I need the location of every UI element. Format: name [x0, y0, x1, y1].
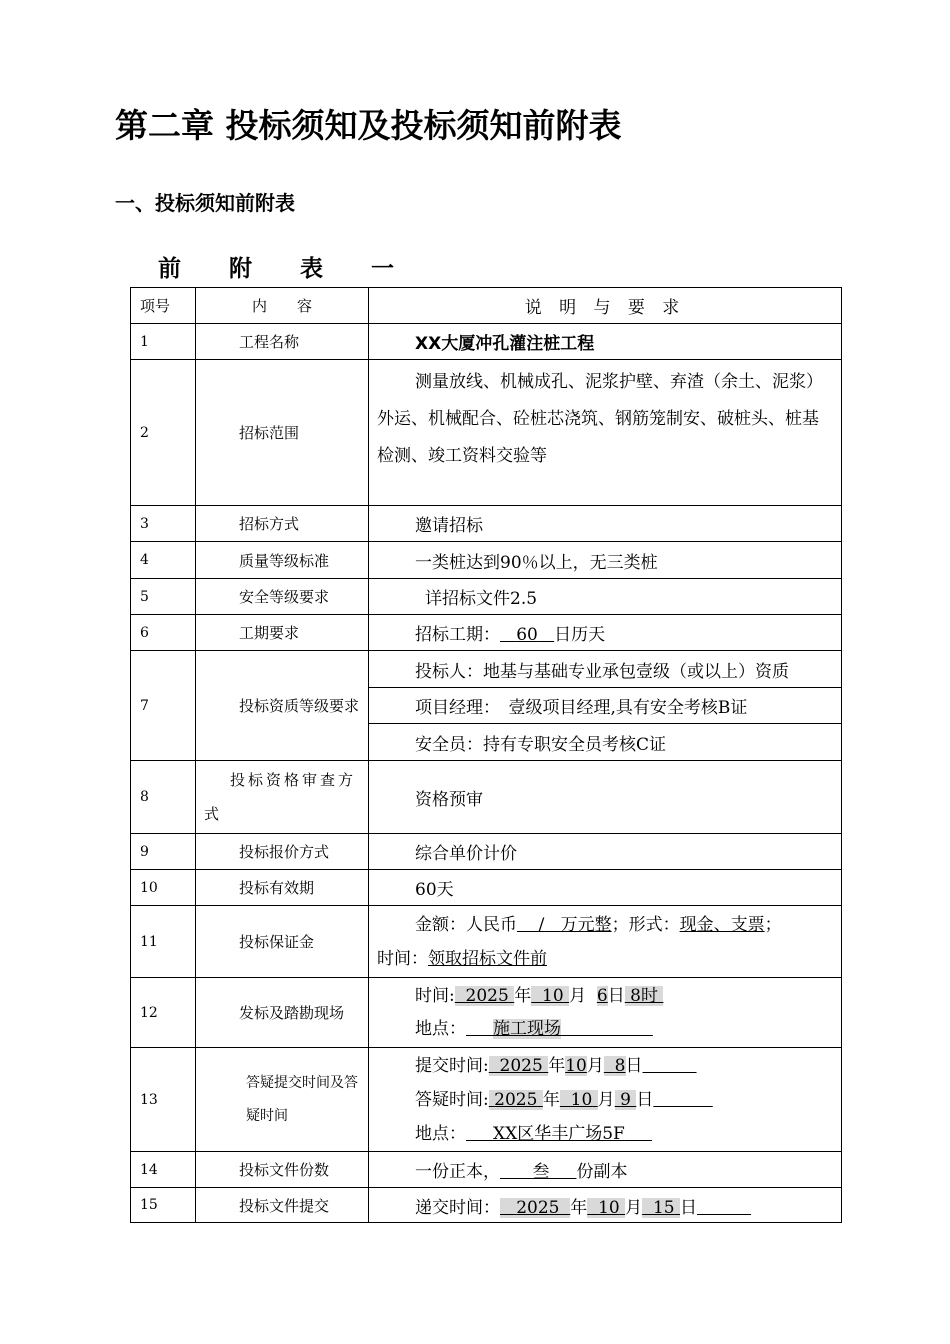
table-row: [131, 506, 842, 542]
row-no: 10: [131, 870, 196, 906]
row-no: 14: [131, 1152, 196, 1188]
table-row: [131, 615, 842, 651]
safety-level-value: 详招标文件2.5: [369, 579, 842, 615]
row-no: 7: [131, 651, 196, 761]
duration-days: 60: [516, 625, 538, 645]
row-label: 质量等级标准: [196, 542, 369, 579]
row-label: 工期要求: [196, 615, 369, 651]
table-row: [131, 1152, 842, 1188]
table-row: [131, 761, 842, 834]
table-row: [131, 542, 842, 579]
quality-value: 一类桩达到90％以上，无三类桩: [369, 542, 842, 579]
table-row: [131, 324, 842, 360]
table-row: [131, 1188, 842, 1223]
bond-time: 领取招标文件前: [428, 948, 547, 969]
table-row: [131, 978, 842, 1048]
row-no: 11: [131, 906, 196, 978]
row-label: 投标资格审查方式: [196, 761, 369, 834]
bid-appendix-table: [130, 287, 842, 1223]
table-row: [131, 834, 842, 870]
pm-qualification: 项目经理： 壹级项目经理,具有安全考核B证: [369, 688, 842, 724]
row-no: 1: [131, 324, 196, 360]
table-row: [131, 651, 842, 688]
row-label: 发标及踏勘现场: [196, 978, 369, 1048]
bond-amount: /: [538, 914, 545, 935]
row-no: 12: [131, 978, 196, 1048]
bond-amount-line: 金额：人民币 / 万元整；形式：现金、支票；: [415, 914, 782, 935]
row-label: 安全等级要求: [196, 579, 369, 615]
scope-text: 测量放线、机械成孔、泥浆护壁、弃渣（余土、泥浆）外运、机械配合、砼桩芯浇筑、钢筋笼制安、破桩头、桩基检测、竣工资料交验等: [377, 372, 823, 466]
chapter-title: 第二章 投标须知及投标须知前附表: [115, 106, 622, 145]
duration-value: [369, 615, 842, 651]
site-visit-place: 地点： 施工现场: [415, 1018, 562, 1039]
row-label: 投标资质等级要求: [196, 651, 369, 761]
scope-value: [369, 360, 842, 506]
validity-value: 60天: [369, 870, 842, 906]
qa-submit-time: 提交时间: 2025 年10月 8日: [415, 1055, 643, 1076]
pricing-method-value: 综合单价计价: [369, 834, 842, 870]
duration-suffix: 日历天: [554, 625, 606, 645]
row-label: 投标报价方式: [196, 834, 369, 870]
copies-count: 叁: [532, 1162, 550, 1182]
bidder-qualification: 投标人：地基与基础专业承包壹级（或以上）资质: [369, 651, 842, 688]
row-no: 4: [131, 542, 196, 579]
row-label: 投标文件提交: [196, 1188, 369, 1223]
row-no: 5: [131, 579, 196, 615]
table-row: [131, 579, 842, 615]
copies-value: 一份正本， 叁 份副本: [369, 1152, 842, 1188]
table-row: [131, 906, 842, 978]
row-label: 招标方式: [196, 506, 369, 542]
table-header-row: [131, 288, 842, 324]
table-row: [131, 360, 842, 506]
submission-value: 递交时间： 2025 年 10 月 15 日: [369, 1188, 842, 1223]
table-row: [131, 870, 842, 906]
duration-prefix: 招标工期：: [415, 625, 500, 645]
row-label: 投标保证金: [196, 906, 369, 978]
table-row: [131, 1048, 842, 1152]
row-label: 工程名称: [196, 324, 369, 360]
site-visit-value: [369, 978, 842, 1048]
header-desc: 说 明 与 要 求: [369, 288, 842, 324]
project-name-value: XX大厦冲孔灌注桩工程: [369, 324, 842, 360]
qa-place: 地点： XX区华丰广场5F: [415, 1123, 625, 1144]
review-method-value: 资格预审: [369, 761, 842, 834]
header-no: 项号: [131, 288, 196, 324]
bond-time-line: 时间：领取招标文件前: [377, 948, 547, 969]
qa-value: [369, 1048, 842, 1152]
header-content: 内 容: [196, 288, 369, 324]
section-heading: 一、投标须知前附表: [115, 191, 295, 215]
table-title: 前 附 表 一: [158, 255, 415, 282]
row-no: 9: [131, 834, 196, 870]
row-no: 15: [131, 1188, 196, 1223]
row-label: 招标范围: [196, 360, 369, 506]
row-no: 6: [131, 615, 196, 651]
row-no: 13: [131, 1048, 196, 1152]
row-no: 8: [131, 761, 196, 834]
safety-officer-qualification: 安全员：持有专职安全员考核C证: [369, 724, 842, 761]
row-label: 投标文件份数: [196, 1152, 369, 1188]
row-label: 投标有效期: [196, 870, 369, 906]
bond-value: [369, 906, 842, 978]
site-visit-time: 时间: 2025 年 10 月 6日 8时: [415, 980, 841, 1013]
row-no: 3: [131, 506, 196, 542]
bid-method-value: 邀请招标: [369, 506, 842, 542]
bond-form: 现金、支票: [679, 914, 765, 935]
qa-answer-time: 答疑时间: 2025 年 10 月 9 日: [415, 1089, 654, 1110]
row-label: 答疑提交时间及答疑时间: [196, 1048, 369, 1152]
row-no: 2: [131, 360, 196, 506]
